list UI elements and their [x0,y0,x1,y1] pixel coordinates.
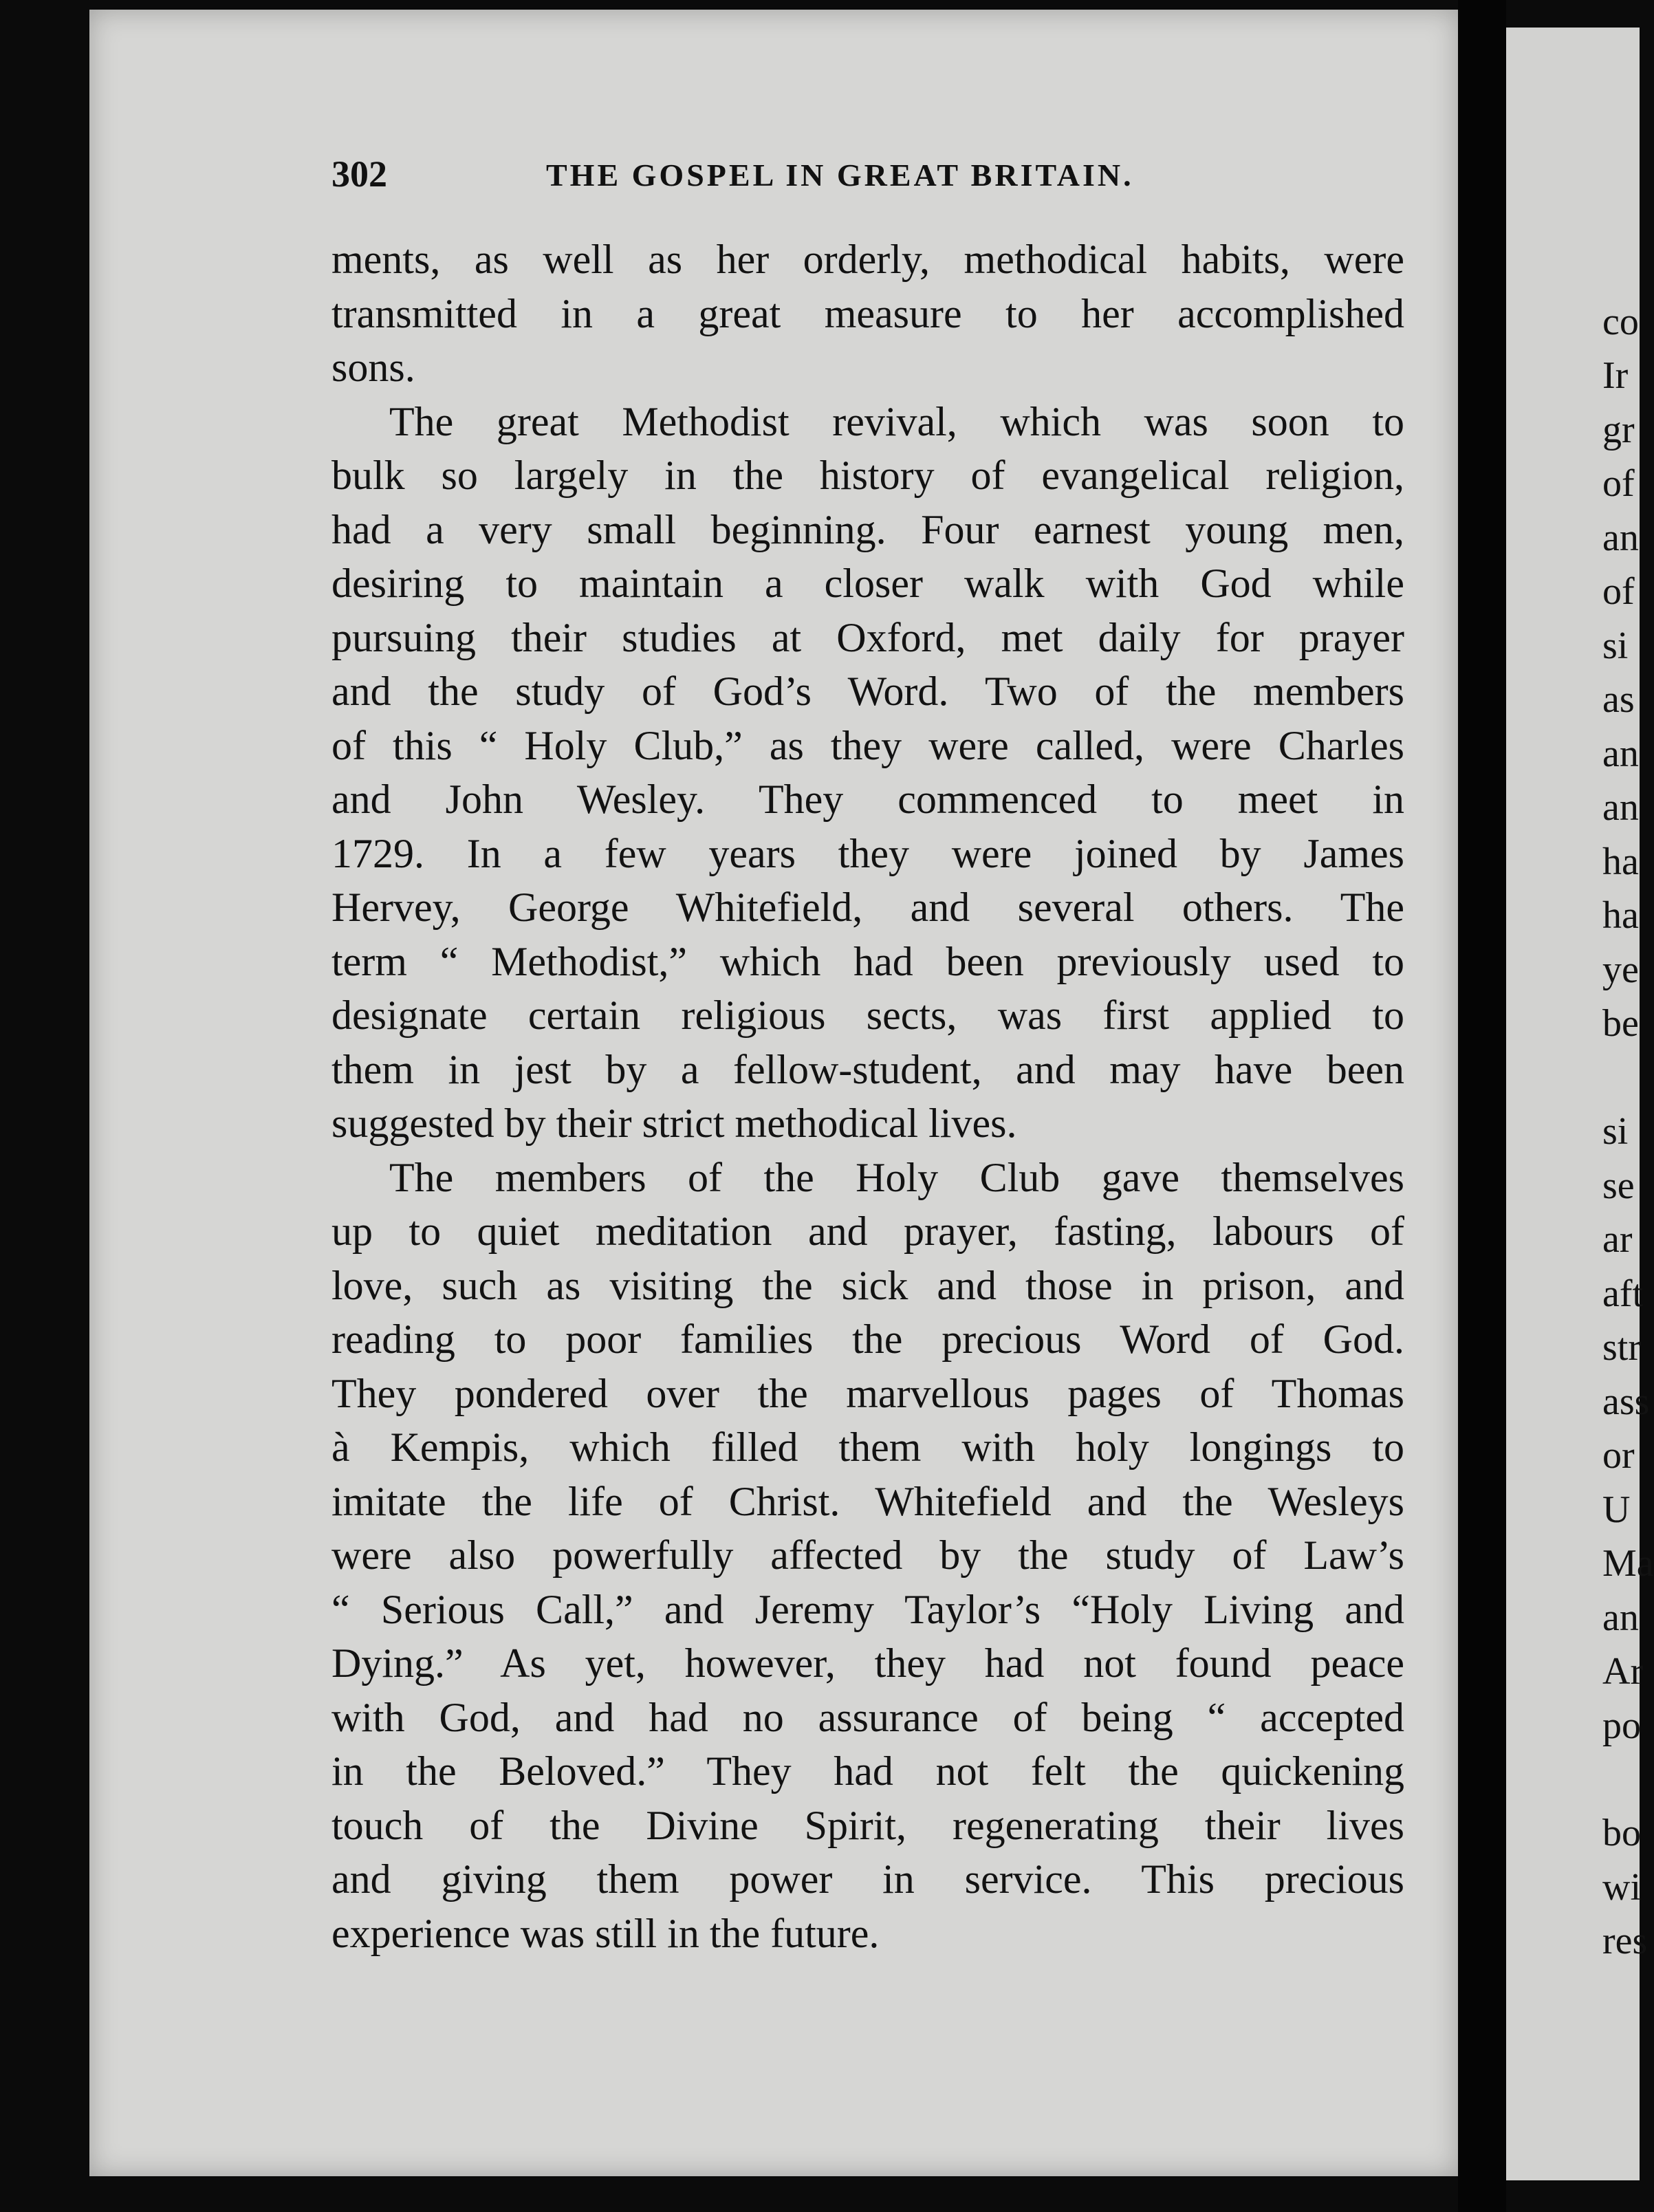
facing-page-fragment: res [1602,1920,1648,1962]
text-line: term “ Methodist,” which had been previously used to [331,938,1404,984]
body-text [331,232,1404,1960]
text-line: sons. [331,345,415,390]
text-line: love, such as visiting the sick and those in prison, and [331,1262,1404,1308]
facing-page-fragment: an [1602,517,1639,559]
text-line: of this “ Holy Club,” as they were called, were Charles [331,722,1404,768]
text-line: à Kempis, which filled them with holy longings to [331,1424,1404,1470]
facing-page-fragment: ha [1602,894,1639,937]
facing-page-fragment: ye [1602,948,1639,991]
text-line: pursuing their studies at Oxford, met daily for prayer [331,614,1404,660]
text-line: suggested by their strict methodical lives. [331,1100,1017,1146]
facing-page-fragment: U [1602,1488,1631,1531]
facing-page-fragment: wi [1602,1866,1641,1909]
book-gutter [1458,0,1506,2212]
text-line: “ Serious Call,” and Jeremy Taylor’s “Holy Living and [331,1586,1404,1632]
running-head: THE GOSPEL IN GREAT BRITAIN. [546,158,1134,193]
facing-page-fragment: Ma [1602,1542,1654,1585]
facing-page-fragment: as [1602,678,1635,721]
facing-page-fragment: an [1602,786,1639,829]
facing-page-fragment: se [1602,1164,1635,1207]
facing-page-fragment: co [1602,301,1639,343]
facing-page-fragment: si [1602,625,1629,667]
text-line: transmitted in a great measure to her accomplished [331,290,1404,336]
facing-page-fragment: si [1602,1110,1629,1153]
facing-page-fragment: Ar [1602,1650,1644,1693]
text-line: with God, and had no assurance of being “ accepted [331,1694,1404,1740]
facing-page-fragment: of [1602,462,1635,505]
paragraph [331,1151,1404,1961]
text-line: Hervey, George Whitefield, and several others. The [331,885,1404,930]
facing-page-fragment: of [1602,570,1635,613]
facing-page-fragment: str [1602,1326,1641,1369]
text-line: and John Wesley. They commenced to meet in [331,777,1404,822]
text-line: reading to poor families the precious Word of God. [331,1316,1404,1362]
text-line: The great Methodist revival, which was soon to [389,398,1404,444]
text-line: They pondered over the marvellous pages of Thomas [331,1370,1404,1416]
text-line: and giving them power in service. This precious [331,1856,1404,1902]
facing-page-fragment: ha [1602,841,1639,883]
text-line: ments, as well as her orderly, methodical habits, were [331,237,1404,282]
text-line: Dying.” As yet, however, they had not found peace [331,1640,1404,1686]
text-line: bulk so largely in the history of evangelical religion, [331,453,1404,498]
text-line: were also powerfully affected by the study of Law’s [331,1532,1404,1578]
facing-page-fragment: Ir [1602,354,1629,397]
text-line: designate certain religious sects, was first applied to [331,993,1404,1038]
text-line: up to quiet meditation and prayer, fasting, labours of [331,1208,1404,1254]
facing-page-fragment: an [1602,1596,1639,1639]
facing-page-fragment: ar [1602,1218,1633,1261]
text-line: and the study of God’s Word. Two of the members [331,669,1404,714]
facing-page-fragment: aft [1602,1272,1644,1315]
paragraph [331,395,1404,1151]
page-number: 302 [331,153,387,195]
facing-page-fragment: be [1602,1002,1639,1045]
facing-page-fragment: ass [1602,1380,1650,1423]
text-line: desiring to maintain a closer walk with God while [331,561,1404,606]
facing-page-fragment: or [1602,1434,1635,1477]
text-line: The members of the Holy Club gave themselves [389,1154,1404,1200]
paragraph [331,232,1404,395]
book-page-right-edge [1506,28,1640,2180]
text-line: had a very small beginning. Four earnest young men, [331,506,1404,552]
text-line: 1729. In a few years they were joined by James [331,830,1404,876]
text-line: them in jest by a fellow-student, and may have been [331,1046,1404,1092]
text-line: touch of the Divine Spirit, regenerating their lives [331,1802,1404,1848]
facing-page-fragment: po [1602,1704,1641,1747]
text-line: in the Beloved.” They had not felt the quickening [331,1748,1404,1794]
text-line: imitate the life of Christ. Whitefield and the Wesleys [331,1478,1404,1524]
text-line: experience was still in the future. [331,1910,880,1956]
page-header [331,153,1184,208]
facing-page-fragment: an [1602,733,1639,775]
facing-page-fragment: gr [1602,409,1635,451]
facing-page-fragment: bo [1602,1812,1641,1854]
